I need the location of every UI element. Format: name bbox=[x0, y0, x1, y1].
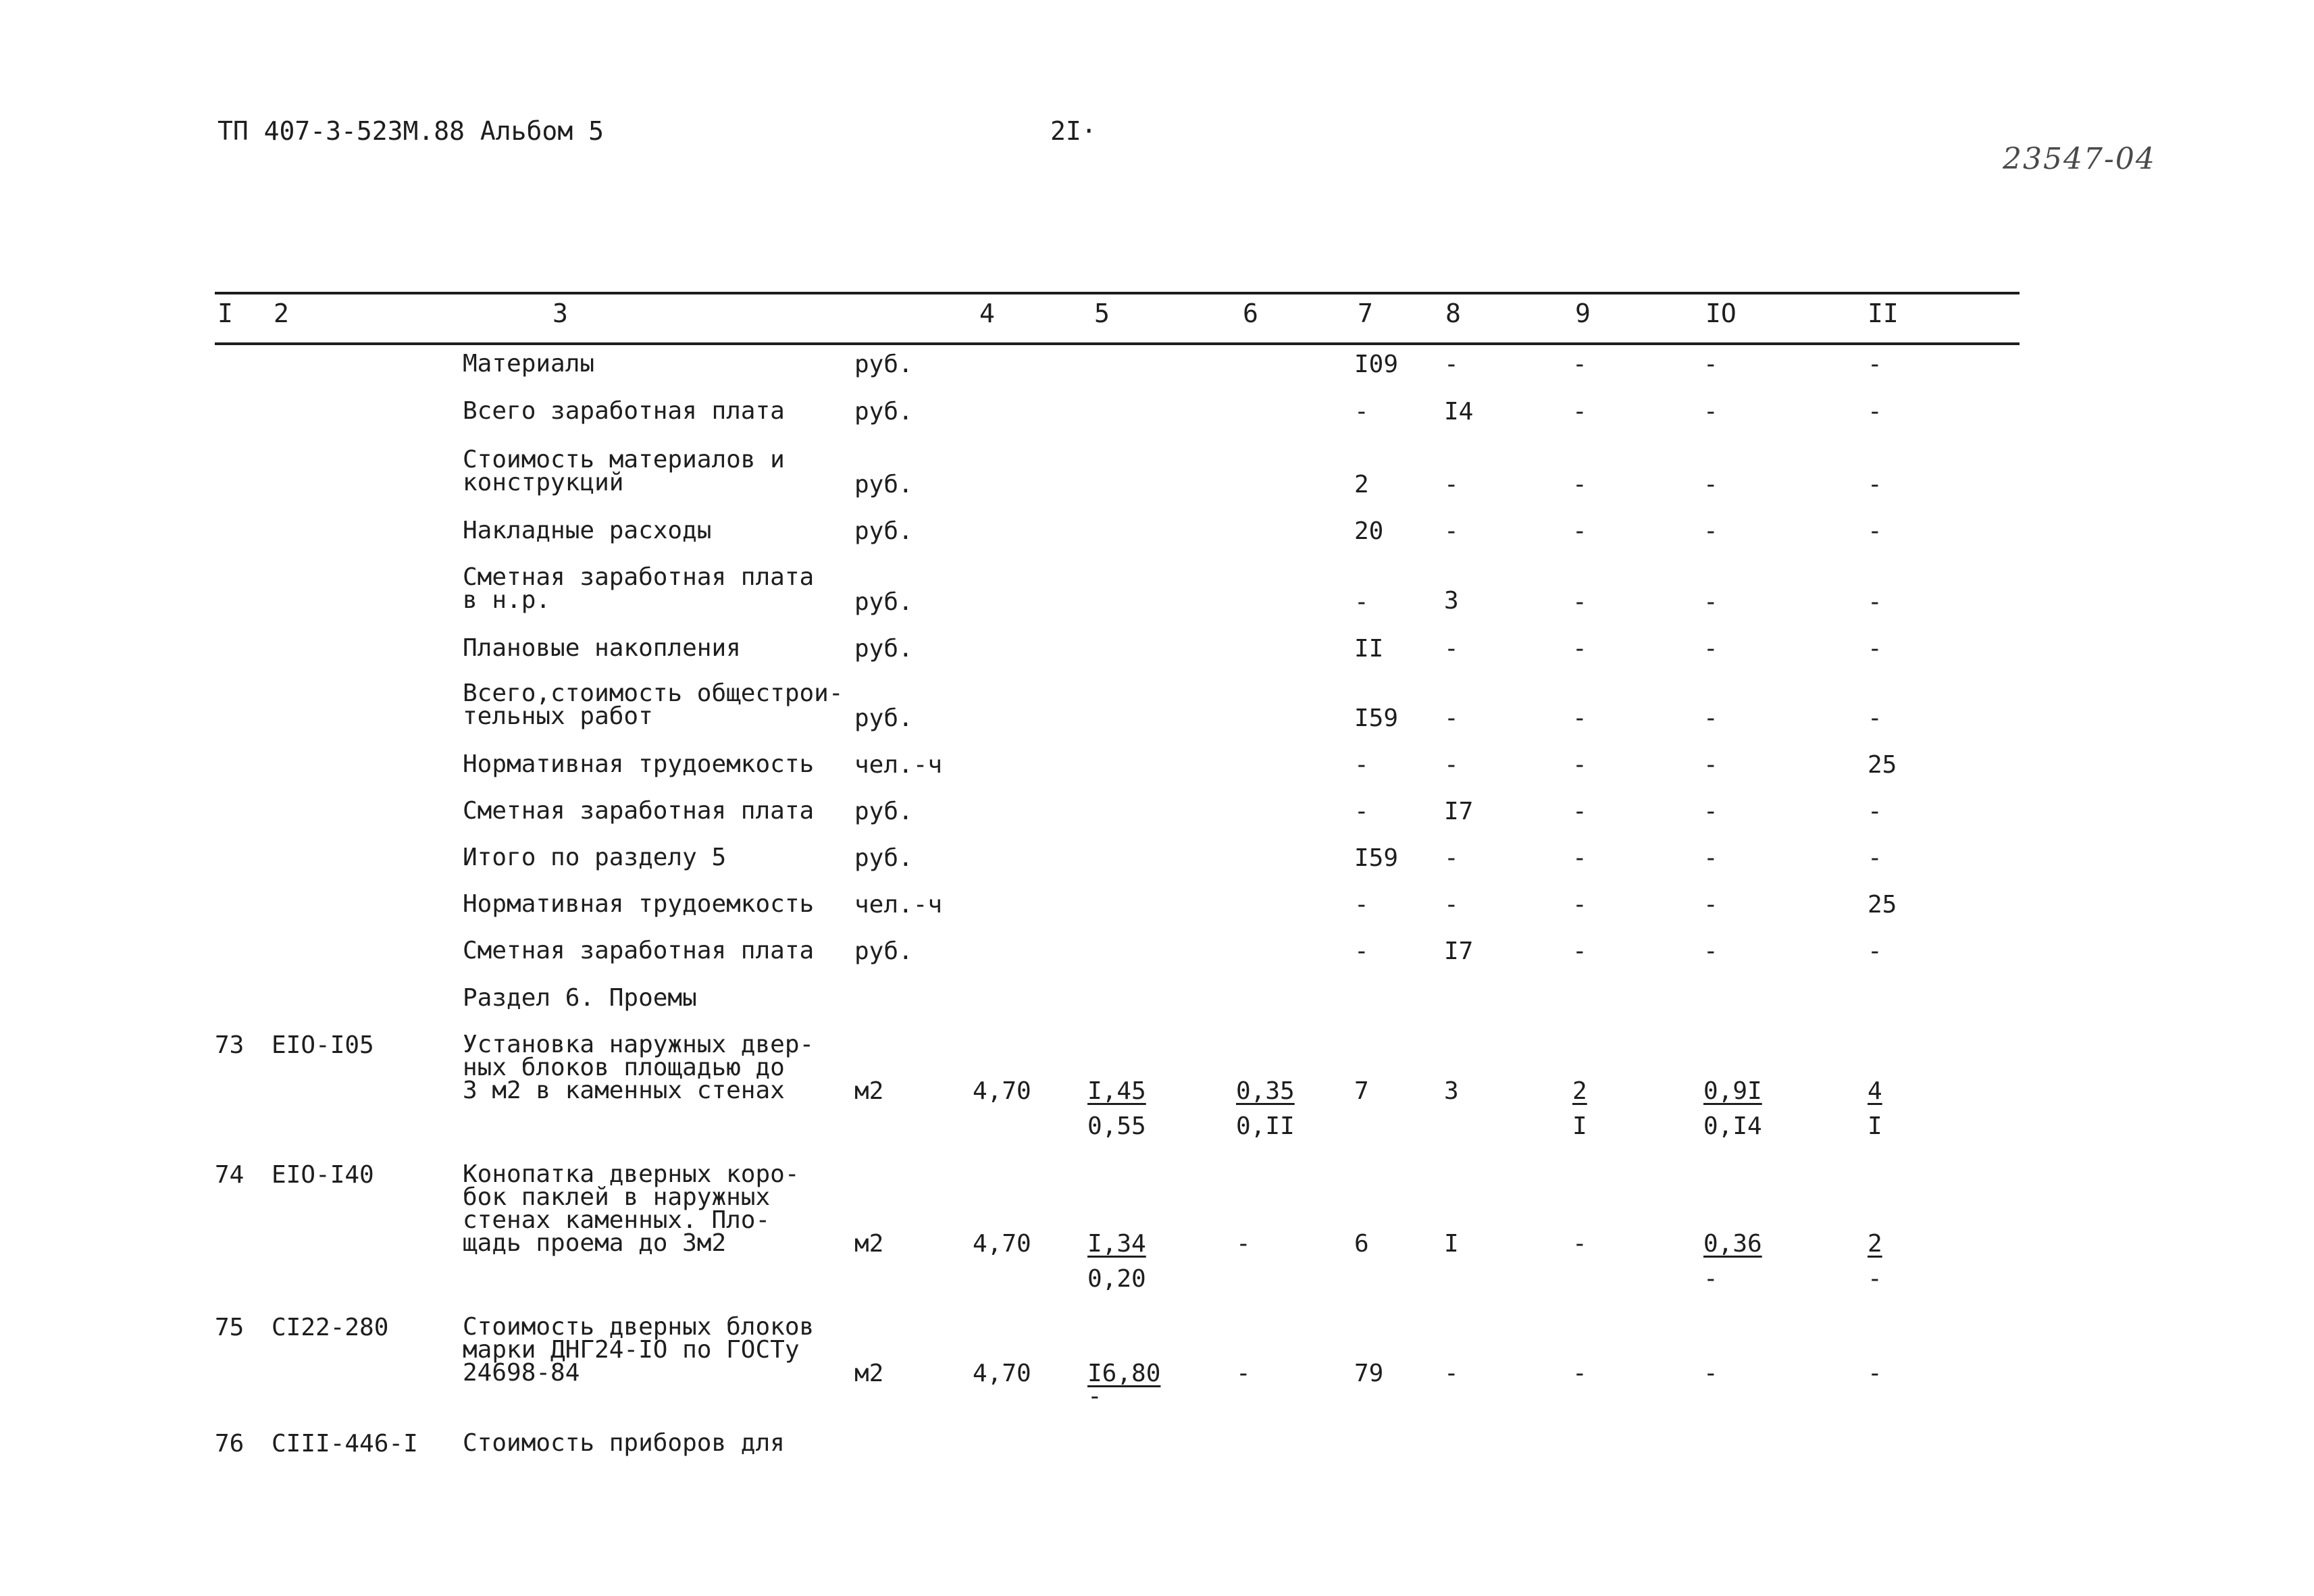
cell-col-11: 25 bbox=[1868, 751, 1897, 779]
cell-value-top: 0,36 bbox=[1703, 1230, 1762, 1258]
cell-value-bottom: 0,55 bbox=[1087, 1112, 1146, 1140]
cell-col-9: - bbox=[1572, 398, 1587, 426]
row-description-line: Конопатка дверных коро- bbox=[463, 1160, 800, 1188]
row-unit: руб. bbox=[854, 517, 913, 545]
cell-col-10: - bbox=[1703, 471, 1718, 498]
cell-col-7: II bbox=[1354, 635, 1384, 663]
row-description-line: Всего,стоимость общестрои- bbox=[463, 679, 844, 707]
cell-col-8: - bbox=[1444, 471, 1459, 498]
cell-col-8: - bbox=[1444, 751, 1459, 779]
cell-col-10: - bbox=[1703, 751, 1718, 779]
cell-col-11: - bbox=[1868, 1360, 1882, 1387]
cell-col-7: I59 bbox=[1354, 704, 1399, 732]
row-description bbox=[463, 1160, 800, 1257]
col-num-11: II bbox=[1868, 299, 1899, 328]
cell-col-11: - bbox=[1868, 588, 1882, 616]
cell-col-4: 4,70 bbox=[973, 1360, 1031, 1387]
row-description-line: Стоимость материалов и bbox=[463, 446, 785, 473]
cell-value-top: 2 bbox=[1572, 1077, 1587, 1105]
cell-col-8: 3 bbox=[1444, 587, 1459, 615]
row-number: 76 bbox=[215, 1430, 245, 1458]
page-number: 2I· bbox=[1050, 116, 1097, 146]
row-number: 73 bbox=[215, 1031, 245, 1059]
cell-col-10: - bbox=[1703, 937, 1718, 965]
cell-value-top: 4 bbox=[1868, 1077, 1882, 1105]
cell-col-9: - bbox=[1572, 517, 1587, 545]
row-description-line: конструкций bbox=[463, 469, 624, 496]
col-num-10: IO bbox=[1705, 299, 1737, 328]
row-description-line: 24698-84 bbox=[463, 1359, 580, 1387]
cell-col-10 bbox=[1703, 1077, 1762, 1140]
col-num-3: 3 bbox=[552, 299, 568, 328]
row-unit: руб. bbox=[854, 471, 913, 498]
cell-col-10: - bbox=[1703, 891, 1718, 919]
cell-col-9: - bbox=[1572, 704, 1587, 732]
cell-col-7: 6 bbox=[1354, 1230, 1369, 1258]
row-unit: руб. bbox=[854, 798, 913, 825]
row-description: Сметная заработная плата bbox=[463, 797, 815, 825]
row-description-line: стенах каменных. Пло- bbox=[463, 1206, 771, 1234]
row-unit: руб. bbox=[854, 398, 913, 426]
cell-value-bottom: - bbox=[1703, 1265, 1718, 1293]
document-code: ТП 407-3-523М.88 Альбом 5 bbox=[217, 116, 604, 146]
row-code: CIII-446-I bbox=[272, 1430, 418, 1458]
row-description bbox=[463, 679, 844, 730]
cell-col-7: 7 bbox=[1354, 1077, 1369, 1105]
row-description bbox=[463, 1313, 815, 1387]
cell-value-top: I,45 bbox=[1087, 1077, 1146, 1105]
table-top-rule bbox=[215, 292, 2020, 294]
row-description: Материалы bbox=[463, 350, 595, 378]
table-header-rule bbox=[215, 342, 2020, 345]
cell-col-9: - bbox=[1572, 1230, 1587, 1258]
row-description: Всего заработная плата bbox=[463, 397, 785, 425]
cell-value-top: I,34 bbox=[1087, 1230, 1146, 1258]
cell-col-8: I bbox=[1444, 1230, 1459, 1258]
cell-col-11: - bbox=[1868, 844, 1882, 872]
row-unit: руб. bbox=[854, 704, 913, 732]
cell-col-11: - bbox=[1868, 704, 1882, 732]
cell-col-10: - bbox=[1703, 844, 1718, 872]
row-description-line: Стоимость дверных блоков bbox=[463, 1313, 815, 1341]
cell-col-7: - bbox=[1354, 937, 1369, 965]
cell-col-7: I59 bbox=[1354, 844, 1399, 872]
cell-col-9 bbox=[1572, 1077, 1587, 1140]
cell-col-9: - bbox=[1572, 891, 1587, 919]
cell-col-7: - bbox=[1354, 798, 1369, 825]
cell-col-8: I4 bbox=[1444, 398, 1474, 426]
cell-value-bottom: 0,I4 bbox=[1703, 1112, 1762, 1140]
col-num-2: 2 bbox=[274, 299, 289, 328]
row-unit: м2 bbox=[854, 1360, 884, 1387]
cell-col-6: - bbox=[1236, 1360, 1251, 1387]
cell-col-7: 2 bbox=[1354, 471, 1369, 498]
row-unit: чел.-ч bbox=[854, 891, 943, 919]
col-num-5: 5 bbox=[1094, 299, 1110, 328]
row-description: Сметная заработная плата bbox=[463, 937, 815, 964]
cell-col-5 bbox=[1087, 1360, 1161, 1410]
cell-col-10: - bbox=[1703, 351, 1718, 378]
cell-col-8: I7 bbox=[1444, 798, 1474, 825]
cell-col-7: - bbox=[1354, 398, 1369, 426]
row-description: Накладные расходы bbox=[463, 517, 712, 544]
cell-value-top: 0,35 bbox=[1236, 1077, 1295, 1105]
handwritten-number: 23547-04 bbox=[2003, 142, 2156, 176]
cell-value-bottom: - bbox=[1868, 1265, 1882, 1293]
cell-col-8: - bbox=[1444, 351, 1459, 378]
row-description-line: тельных работ bbox=[463, 702, 653, 730]
cell-col-9: - bbox=[1572, 588, 1587, 616]
row-description: Плановые накопления bbox=[463, 634, 741, 662]
cell-col-11: - bbox=[1868, 937, 1882, 965]
row-description-line: 3 м2 в каменных стенах bbox=[463, 1077, 785, 1104]
col-num-1: I bbox=[217, 299, 233, 328]
cell-col-4: 4,70 bbox=[973, 1230, 1031, 1258]
cell-col-10 bbox=[1703, 1230, 1762, 1293]
cell-col-6: - bbox=[1236, 1230, 1251, 1258]
cell-value-bottom: 0,II bbox=[1236, 1112, 1295, 1140]
cell-col-11: - bbox=[1868, 635, 1882, 663]
row-unit: м2 bbox=[854, 1230, 884, 1258]
row-description-line: марки ДНГ24-IO по ГОСТу bbox=[463, 1336, 800, 1364]
row-description-line: щадь проема до 3м2 bbox=[463, 1229, 727, 1257]
cell-col-7: - bbox=[1354, 588, 1369, 616]
cell-col-8: - bbox=[1444, 635, 1459, 663]
row-description: Стоимость приборов для bbox=[463, 1429, 785, 1457]
row-description bbox=[463, 448, 785, 494]
cell-col-5 bbox=[1087, 1230, 1146, 1293]
row-unit: руб. bbox=[854, 937, 913, 965]
cell-col-8: - bbox=[1444, 844, 1459, 872]
cell-col-10: - bbox=[1703, 588, 1718, 616]
cell-col-9: - bbox=[1572, 635, 1587, 663]
cell-col-11 bbox=[1868, 1230, 1882, 1293]
cell-col-11: 25 bbox=[1868, 891, 1897, 919]
cell-col-9: - bbox=[1572, 798, 1587, 825]
row-description: Итого по разделу 5 bbox=[463, 844, 727, 871]
row-number: 75 bbox=[215, 1314, 245, 1341]
cell-col-7: 20 bbox=[1354, 517, 1384, 545]
cell-col-8: - bbox=[1444, 1360, 1459, 1387]
col-num-8: 8 bbox=[1445, 299, 1461, 328]
row-unit: руб. bbox=[854, 635, 913, 663]
cell-col-7: 79 bbox=[1354, 1360, 1384, 1387]
row-code: EIO-I40 bbox=[272, 1161, 374, 1189]
row-unit: руб. bbox=[854, 844, 913, 872]
cell-value-top: 2 bbox=[1868, 1230, 1882, 1258]
col-num-6: 6 bbox=[1243, 299, 1258, 328]
cell-col-7: - bbox=[1354, 891, 1369, 919]
row-description: Нормативная трудоемкость bbox=[463, 750, 815, 778]
cell-col-11: - bbox=[1868, 398, 1882, 426]
cell-col-10: - bbox=[1703, 704, 1718, 732]
row-description bbox=[463, 1033, 814, 1102]
cell-col-7: I09 bbox=[1354, 351, 1399, 378]
cell-value-bottom: 0,20 bbox=[1087, 1265, 1146, 1293]
row-unit: руб. bbox=[854, 351, 913, 378]
cell-value-bottom: - bbox=[1087, 1383, 1102, 1410]
cell-col-10: - bbox=[1703, 1360, 1718, 1387]
cell-col-11: - bbox=[1868, 798, 1882, 825]
row-description-line: ных блоков площадью до bbox=[463, 1054, 785, 1081]
col-num-7: 7 bbox=[1358, 299, 1373, 328]
cell-col-11: - bbox=[1868, 351, 1882, 378]
cell-col-8: - bbox=[1444, 517, 1459, 545]
cell-col-11: - bbox=[1868, 517, 1882, 545]
cell-col-8: I7 bbox=[1444, 937, 1474, 965]
cell-col-11 bbox=[1868, 1077, 1882, 1140]
cell-value-bottom: I bbox=[1572, 1112, 1587, 1140]
row-unit: руб. bbox=[854, 588, 913, 616]
cell-col-9: - bbox=[1572, 1360, 1587, 1387]
cell-col-6 bbox=[1236, 1077, 1295, 1140]
row-unit: м2 bbox=[854, 1077, 884, 1105]
cell-col-10: - bbox=[1703, 517, 1718, 545]
cell-value-bottom: I bbox=[1868, 1112, 1882, 1140]
cell-col-8: 3 bbox=[1444, 1077, 1459, 1105]
cell-col-8: - bbox=[1444, 891, 1459, 919]
row-description-line: Установка наружных двер- bbox=[463, 1031, 815, 1058]
col-num-4: 4 bbox=[979, 299, 995, 328]
row-description bbox=[463, 563, 815, 614]
cell-col-9: - bbox=[1572, 937, 1587, 965]
cell-col-8: - bbox=[1444, 704, 1459, 732]
col-num-9: 9 bbox=[1575, 299, 1591, 328]
row-description-line: в н.р. bbox=[463, 586, 551, 614]
cell-col-9: - bbox=[1572, 351, 1587, 378]
cell-col-10: - bbox=[1703, 635, 1718, 663]
row-code: EIO-I05 bbox=[272, 1031, 374, 1059]
cell-col-5 bbox=[1087, 1077, 1146, 1140]
cell-col-10: - bbox=[1703, 398, 1718, 426]
row-unit: чел.-ч bbox=[854, 751, 943, 779]
cell-col-11: - bbox=[1868, 471, 1882, 498]
cell-col-10: - bbox=[1703, 798, 1718, 825]
cell-col-9: - bbox=[1572, 844, 1587, 872]
row-description: Нормативная трудоемкость bbox=[463, 890, 815, 918]
row-code: CI22-280 bbox=[272, 1314, 389, 1341]
cell-value-top: I6,80 bbox=[1087, 1360, 1161, 1387]
cell-value-top: 0,9I bbox=[1703, 1077, 1762, 1105]
row-description-line: Сметная заработная плата bbox=[463, 563, 815, 591]
cell-col-9: - bbox=[1572, 471, 1587, 498]
row-description-line: бок паклей в наружных bbox=[463, 1183, 771, 1211]
cell-col-4: 4,70 bbox=[973, 1077, 1031, 1105]
cell-col-9: - bbox=[1572, 751, 1587, 779]
cell-col-7: - bbox=[1354, 751, 1369, 779]
row-number: 74 bbox=[215, 1161, 245, 1189]
section-title: Раздел 6. Проемы bbox=[463, 984, 697, 1012]
